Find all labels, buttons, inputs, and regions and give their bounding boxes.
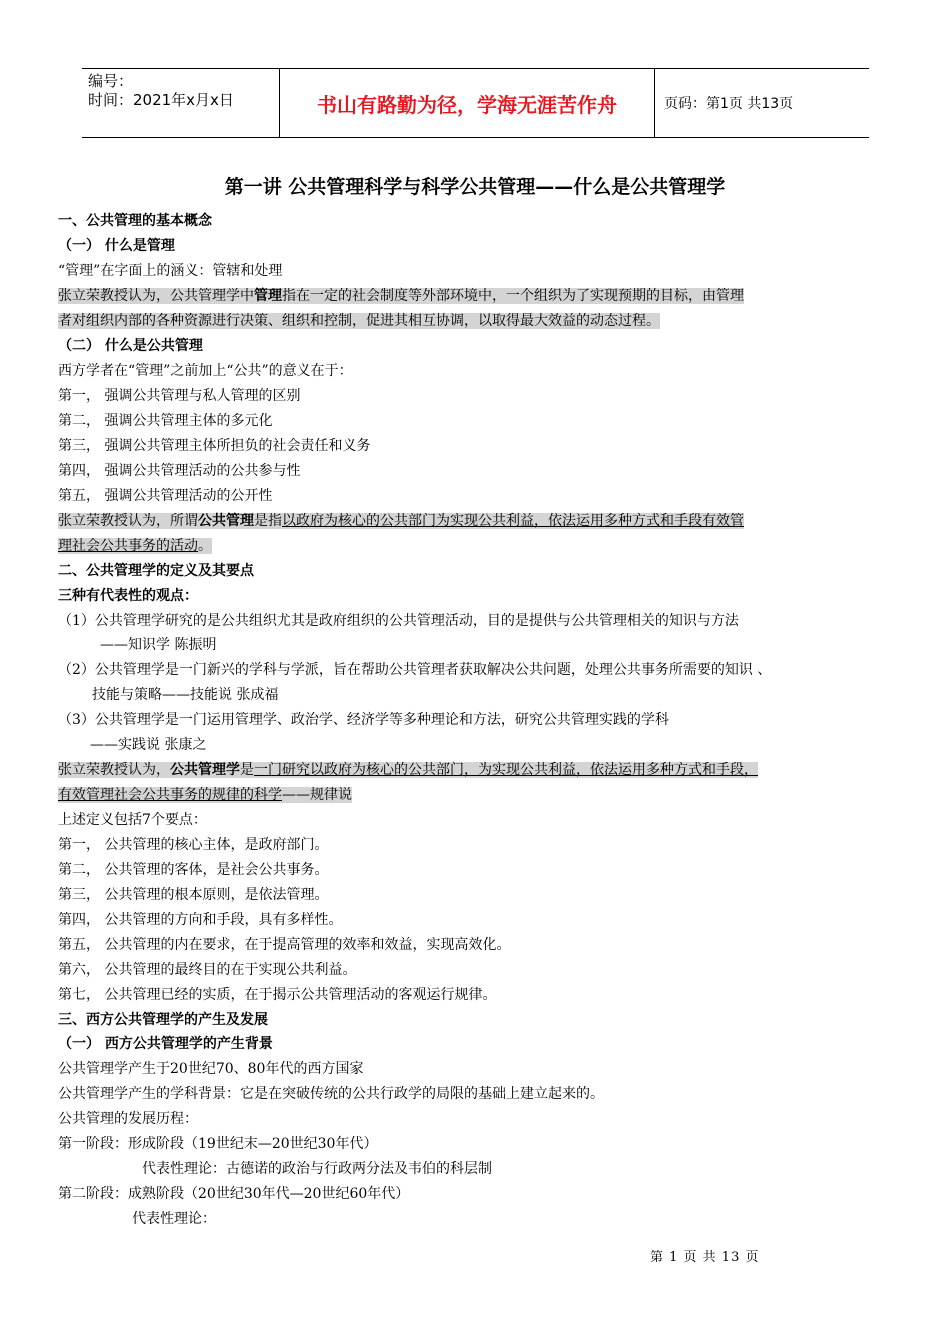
subheading-1-2: （二） 什么是公共管理: [58, 338, 203, 354]
header-table: [82, 68, 869, 138]
list-item: （1）公共管理学研究的是公共组织尤其是政府组织的公共管理活动，目的是提供与公共管理相关的知识与方法: [58, 613, 739, 629]
time-label: 时间：2021年x月x日: [88, 91, 234, 109]
paragraph: 公共管理学产生于20世纪70、80年代的西方国家: [58, 1061, 364, 1077]
attribution: ——知识学 陈振明: [100, 637, 217, 653]
header-left-cell: [82, 69, 280, 137]
list-item: （2）公共管理学是一门新兴的学科与学派，旨在帮助公共管理者获取解决公共问题，处理公共事务所需要的知识 、: [58, 662, 772, 678]
heading-3: 三、西方公共管理学的产生及发展: [58, 1012, 268, 1028]
paragraph: 公共管理学产生的学科背景：它是在突破传统的公共行政学的局限的基础上建立起来的。: [58, 1086, 604, 1102]
list-item: 第七， 公共管理已经的实质，在于揭示公共管理活动的客观运行规律。: [58, 987, 497, 1003]
number-label: 编号：: [88, 72, 134, 90]
page-label: 页码：第1页 共13页: [664, 96, 794, 112]
subheading-views: 三种有代表性的观点：: [58, 588, 198, 604]
motto: 书山有路勤为径，学海无涯苦作舟: [280, 69, 655, 137]
stage-line: 第一阶段：形成阶段（19世纪末—20世纪30年代）: [58, 1136, 378, 1152]
paragraph: 公共管理的发展历程：: [58, 1111, 198, 1127]
subheading-3-1: （一） 西方公共管理学的产生背景: [58, 1036, 273, 1052]
list-item: 第三， 强调公共管理主体所担负的社会责任和义务: [58, 438, 371, 454]
stage-line: 第二阶段：成熟阶段（20世纪30年代—20世纪60年代）: [58, 1186, 410, 1202]
definition-line: 理社会公共事务的活动。: [58, 538, 212, 554]
list-item: 第五， 公共管理的内在要求，在于提高管理的效率和效益，实现高效化。: [58, 937, 511, 953]
heading-2: 二、公共管理学的定义及其要点: [58, 563, 254, 579]
list-item: 第四， 强调公共管理活动的公共参与性: [58, 463, 301, 479]
list-item: 第二， 强调公共管理主体的多元化: [58, 413, 273, 429]
list-item: 第三， 公共管理的根本原则，是依法管理。: [58, 887, 329, 903]
definition-line: 张立荣教授认为，公共管理学中管理指在一定的社会制度等外部环境中，一个组织为了实现预期的目标，由管理: [58, 288, 744, 304]
paragraph: 上述定义包括7个要点：: [58, 812, 207, 828]
list-item: 第六， 公共管理的最终目的在于实现公共利益。: [58, 962, 357, 978]
attribution: 技能与策略——技能说 张成福: [92, 687, 279, 703]
theory-line: 代表性理论：古德诺的政治与行政两分法及韦伯的科层制: [142, 1161, 492, 1177]
heading-1: 一、公共管理的基本概念: [58, 213, 212, 229]
page-footer: 第 1 页 共 13 页: [650, 1250, 760, 1265]
paragraph: 西方学者在“管理”之前加上“公共”的意义在于：: [58, 363, 353, 379]
definition-line: 张立荣教授认为，公共管理学是一门研究以政府为核心的公共部门，为实现公共利益，依法运用多种方式和手段，: [58, 762, 758, 778]
list-item: 第二， 公共管理的客体，是社会公共事务。: [58, 862, 329, 878]
page-title: 第一讲 公共管理科学与科学公共管理——什么是公共管理学: [224, 176, 726, 198]
paragraph: “管理”在字面上的涵义：管辖和处理: [58, 263, 283, 279]
list-item: 第四， 公共管理的方向和手段，具有多样性。: [58, 912, 343, 928]
attribution: ——实践说 张康之: [90, 737, 207, 753]
definition-line: 者对组织内部的各种资源进行决策、组织和控制，促进其相互协调，以取得最大效益的动态过程。: [58, 313, 660, 329]
list-item: 第一， 公共管理的核心主体，是政府部门。: [58, 837, 329, 853]
list-item: （3）公共管理学是一门运用管理学、政治学、经济学等多种理论和方法，研究公共管理实践的学科: [58, 712, 669, 728]
definition-line: 张立荣教授认为，所谓公共管理是指以政府为核心的公共部门为实现公共利益，依法运用多种方式和手段有效管: [58, 513, 744, 529]
definition-line: 有效管理社会公共事务的规律的科学——规律说: [58, 787, 352, 803]
theory-line: 代表性理论：: [132, 1211, 216, 1227]
list-item: 第一， 强调公共管理与私人管理的区别: [58, 388, 301, 404]
list-item: 第五， 强调公共管理活动的公开性: [58, 488, 273, 504]
subheading-1-1: （一） 什么是管理: [58, 238, 175, 254]
